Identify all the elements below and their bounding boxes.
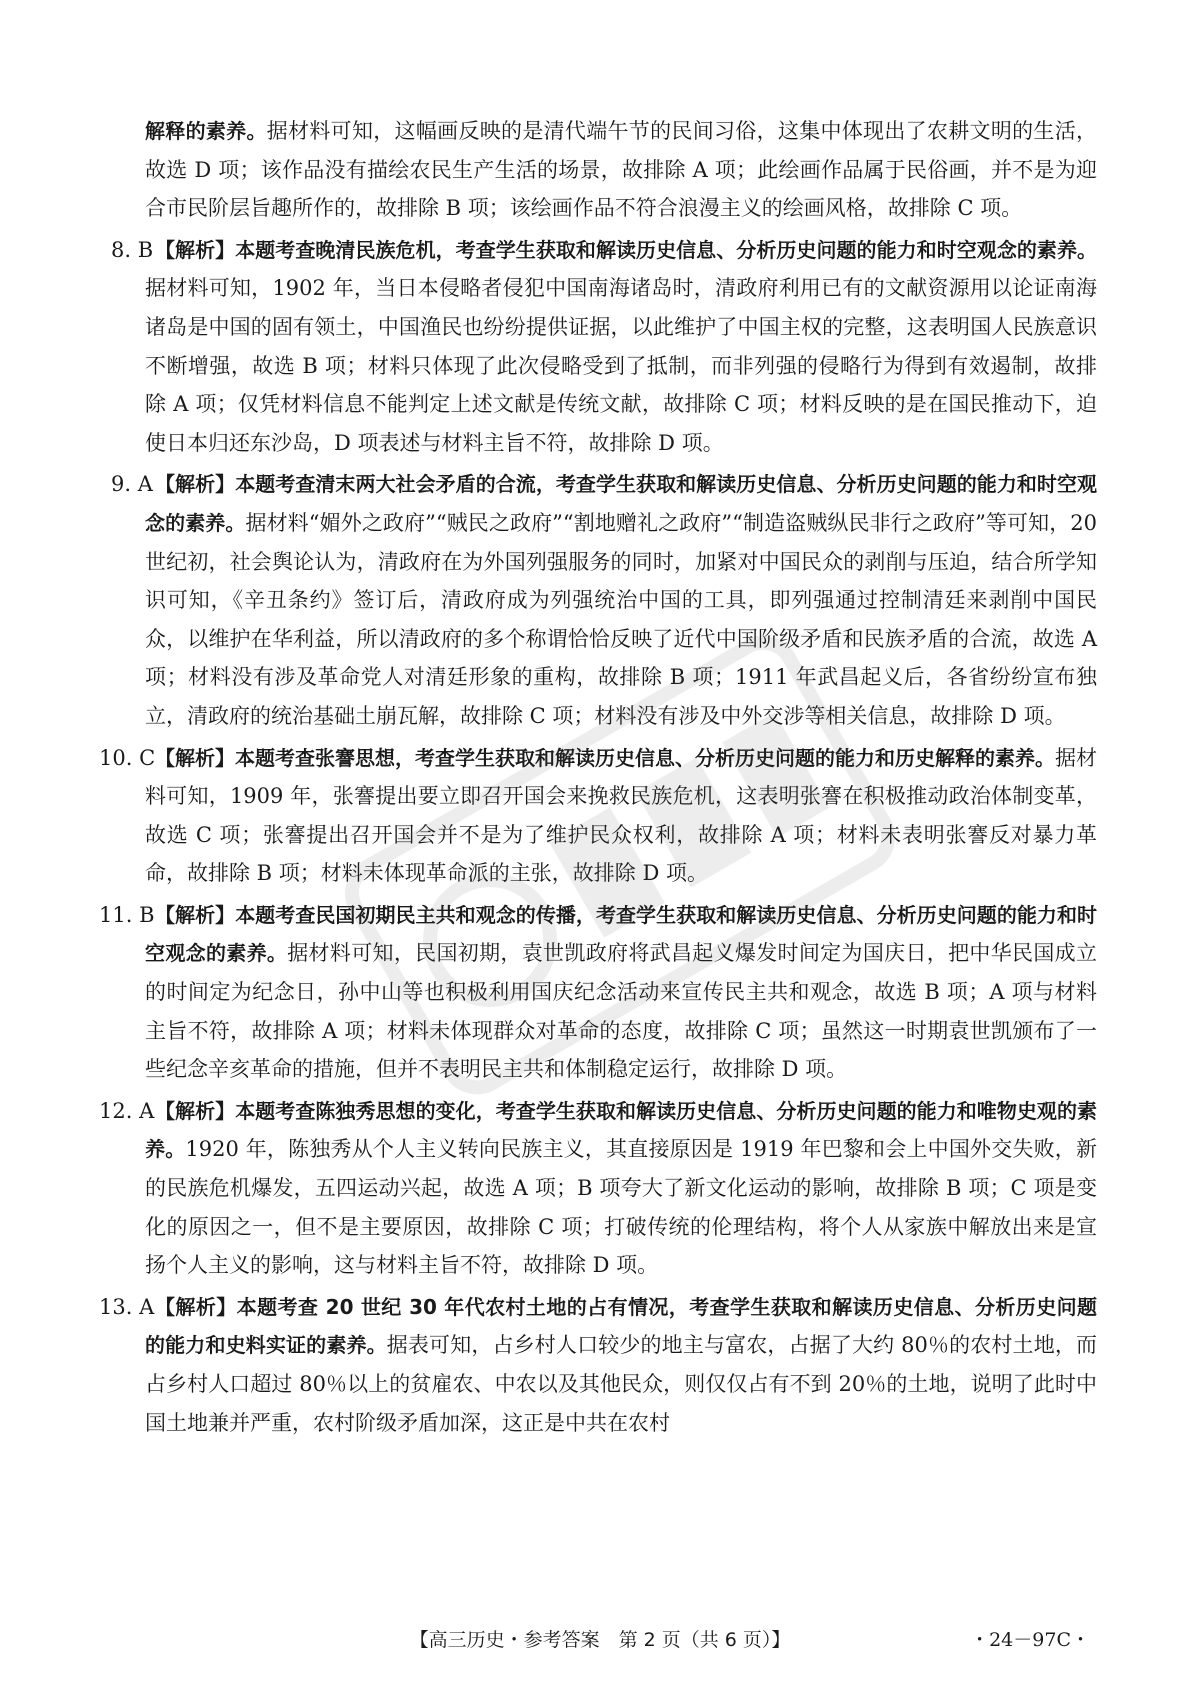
analysis-text: 1920 年，陈独秀从个人主义转向民族主义，其直接原因是 1919 年巴黎和会上中国外交失败，新的民族危机爆发，五四运动兴起，故选 A 项；B 项夸大了新文化运动的影响，故排除 B 项；C 项是变化的原因之一，但不是主要原因，故排除 C 项；打破传统的伦理结构，将个人从家族中解放出来是宣扬个人主义的影响，这与材料主旨不符，故排除 D 项。 bbox=[145, 1137, 1097, 1278]
answer-number: 9. A bbox=[111, 472, 153, 497]
answer-body bbox=[145, 1288, 1097, 1442]
answer-item-11 bbox=[99, 896, 1098, 1089]
paragraph-bold-lead: 解释的素养。 bbox=[145, 119, 267, 143]
answer-item-13 bbox=[99, 1288, 1098, 1442]
answer-item-12 bbox=[99, 1092, 1098, 1285]
analysis-tag: 【解析】 bbox=[155, 902, 236, 927]
answer-item-9 bbox=[111, 465, 1098, 735]
analysis-tag: 【解析】 bbox=[155, 472, 236, 497]
answer-number: 12. A bbox=[99, 1098, 155, 1123]
analysis-tag: 【解析】 bbox=[155, 745, 235, 770]
answer-number: 8. B bbox=[111, 237, 154, 262]
continued-paragraph bbox=[127, 112, 1097, 228]
analysis-tag: 【解析】 bbox=[155, 237, 236, 262]
answer-body bbox=[145, 465, 1097, 735]
answer-body bbox=[145, 1092, 1097, 1285]
analysis-text: 据材料可知，民国初期，袁世凯政府将武昌起义爆发时间定为国庆日，把中华民国成立的时间定为纪念日，孙中山等也积极利用国庆纪念活动来宣传民主共和观念，故选 B 项；A 项与材料主旨不符，故排除 A 项；材料未体现群众对革命的态度，故排除 C 项；虽然这一时期袁世凯颁布了一些纪念辛亥革命的措施，但并不表明民主共和体制稳定运行，故排除 D 项。 bbox=[145, 941, 1098, 1082]
answer-body bbox=[145, 739, 1097, 893]
answer-body bbox=[145, 231, 1097, 463]
analysis-text: 据材料“媚外之政府”“贼民之政府”“割地赠礼之政府”“制造盗贼纵民非行之政府”等可知，20 世纪初，社会舆论认为，清政府在为外国列强服务的同时，加紧对中国民众的剥削与压迫，结合所学知识可知，《辛丑条约》签订后，清政府成为列强统治中国的工具，即列强通过控制清廷来剥削中国民众，以维护在华利益，所以清政府的多个称谓恰恰反映了近代中国阶级矛盾和民族矛盾的合流，故选 A 项；材料没有涉及革命党人对清廷形象的重构，故排除 B 项；1911 年武昌起义后，各省纷纷宣布独立，清政府的统治基础土崩瓦解，故排除 C 项；材料没有涉及中外交涉等相关信息，故排除 D 项。 bbox=[145, 510, 1098, 728]
footer-code: ・24－97C・ bbox=[970, 1629, 1090, 1651]
answer-number: 10. C bbox=[99, 745, 156, 770]
analysis-bold-text: 本题考查 20 世纪 30 年代农村土地的占有情况，考查学生获取和解读历史信息、分析历史问题的能力和史料实证的素养。 bbox=[145, 1294, 1098, 1358]
analysis-text: 据表可知，占乡村人口较少的地主与富农，占据了大约 80％的农村土地，而占乡村人口超过 80％以上的贫雇农、中农以及其他民众，则仅仅占有不到 20％的土地，说明了此时中国土地兼并严重，农村阶级矛盾加深，这正是中共在农村 bbox=[145, 1333, 1097, 1435]
analysis-tag: 【解析】 bbox=[155, 1098, 236, 1123]
answer-number: 11. B bbox=[99, 902, 155, 927]
analysis-bold-text: 本题考查清末两大社会矛盾的合流，考查学生获取和解读历史信息、分析历史问题的能力和时空观念的素养。 bbox=[145, 472, 1098, 535]
analysis-text: 据材料可知，1902 年，当日本侵略者侵犯中国南海诸岛时，清政府利用已有的文献资源用以论证南海诸岛是中国的固有领土，中国渔民也纷纷提供证据，以此维护了中国主权的完整，这表明国人民族意识不断增强，故选 B 项；材料只体现了此次侵略受到了抵制，而非列强的侵略行为得到有效遏制，故排除 A 项；仅凭材料信息不能判定上述文献是传统文献，故排除 C 项；材料反映的是在国民推动下，迫使日本归还东沙岛，D 项表述与材料主旨不符，故排除 D 项。 bbox=[145, 276, 1097, 455]
analysis-tag: 【解析】 bbox=[155, 1294, 237, 1319]
footer-title: 【高三历史・参考答案 第 2 页（共 6 页）】 bbox=[409, 1629, 791, 1651]
answer-content bbox=[99, 112, 1098, 1445]
analysis-text: 据材料可知，1909 年，张謇提出要立即召开国会来挽救民族危机，这表明张謇在积极推动政治体制变革，故选 C 项；张謇提出召开国会并不是为了维护民众权利，故排除 A 项；材料未表明张謇反对暴力革命，故排除 B 项；材料未体现革命派的主张，故排除 D 项。 bbox=[145, 745, 1097, 886]
answer-item-8 bbox=[111, 231, 1098, 463]
analysis-bold-text: 本题考查民国初期民主共和观念的传播，考查学生获取和解读历史信息、分析历史问题的能力和时空观念的素养。 bbox=[145, 902, 1098, 966]
answer-item-10 bbox=[99, 739, 1097, 893]
answer-number: 13. A bbox=[99, 1294, 155, 1319]
analysis-bold-text: 本题考查张謇思想，考查学生获取和解读历史信息、分析历史问题的能力和历史解释的素养。 bbox=[235, 745, 1055, 770]
analysis-bold-text: 本题考查晚清民族危机，考查学生获取和解读历史信息、分析历史问题的能力和时空观念的素养。 bbox=[235, 237, 1098, 262]
analysis-bold-text: 本题考查陈独秀思想的变化，考查学生获取和解读历史信息、分析历史问题的能力和唯物史观的素养。 bbox=[145, 1098, 1098, 1162]
answer-body bbox=[145, 896, 1097, 1089]
paragraph-text: 据材料可知，这幅画反映的是清代端午节的民间习俗，这集中体现出了农耕文明的生活，故选 D 项；该作品没有描绘农民生产生活的场景，故排除 A 项；此绘画作品属于民俗画，并不是为迎合市民阶层旨趣所作的，故排除 B 项；该绘画作品不符合浪漫主义的绘画风格，故排除 C 项。 bbox=[145, 119, 1098, 221]
